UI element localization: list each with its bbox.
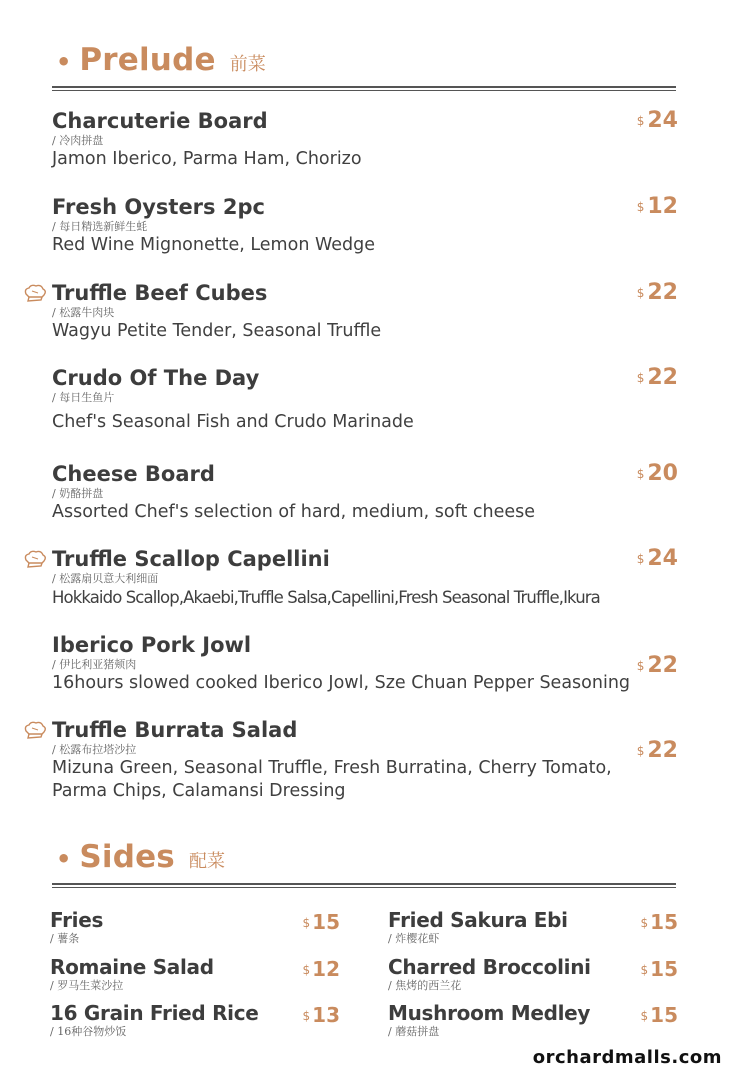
item-name-cn: / 冷肉拼盘 — [52, 134, 104, 147]
item-name: Truffle Beef Cubes — [52, 281, 268, 305]
item-name: Fried Sakura Ebi — [388, 908, 568, 932]
menu-item — [52, 280, 678, 343]
price-value: 15 — [650, 957, 678, 981]
section-title-cn: 前菜 — [229, 54, 266, 75]
item-description: Hokkaido Scallop,Akaebi,Truffle Salsa,Capellini,Fresh Seasonal Truffle,Ikura — [52, 588, 600, 607]
side-item — [388, 1001, 678, 1038]
chef-hat-icon — [22, 550, 48, 570]
item-name: Cheese Board — [52, 462, 215, 486]
currency-symbol: $ — [636, 371, 645, 385]
item-name-cn: / 炸樱花虾 — [388, 932, 440, 945]
item-name-cn: / 罗马生菜沙拉 — [50, 979, 124, 992]
item-name-cn: / 奶酪拼盘 — [52, 487, 104, 500]
menu-item — [52, 461, 678, 524]
bullet: • — [56, 48, 72, 76]
item-name: Fries — [50, 908, 104, 932]
item-name-cn: / 松露牛肉块 — [52, 306, 115, 319]
side-item — [50, 1001, 340, 1038]
item-name-cn: / 松露扇贝意大利细面 — [52, 572, 159, 585]
side-item — [388, 955, 678, 992]
price-value: 22 — [647, 280, 678, 305]
chef-hat-icon — [22, 721, 48, 741]
currency-symbol: $ — [636, 552, 645, 566]
chef-hat-icon — [22, 284, 48, 304]
section-divider — [52, 883, 676, 888]
item-price — [637, 365, 678, 390]
side-item — [50, 908, 340, 945]
bullet: • — [56, 845, 72, 873]
menu-item — [52, 717, 678, 803]
currency-symbol: $ — [302, 963, 311, 977]
item-description: Red Wine Mignonette, Lemon Wedge — [52, 235, 375, 255]
item-name-cn: / 16种谷物炒饭 — [50, 1025, 127, 1038]
price-value: 15 — [312, 910, 340, 934]
prelude-header — [56, 42, 266, 78]
section-title: Sides — [79, 839, 175, 875]
sides-header — [56, 839, 225, 875]
currency-symbol: $ — [636, 114, 645, 128]
currency-symbol: $ — [636, 286, 645, 300]
item-price — [303, 1003, 340, 1027]
price-value: 22 — [647, 365, 678, 390]
item-name: Fresh Oysters 2pc — [52, 195, 265, 219]
item-price — [637, 108, 678, 133]
item-description-line2: Parma Chips, Calamansi Dressing — [52, 781, 346, 801]
price-value: 15 — [650, 910, 678, 934]
menu-item — [52, 632, 678, 695]
item-price — [637, 738, 678, 763]
item-name: Mushroom Medley — [388, 1001, 591, 1025]
item-description: Wagyu Petite Tender, Seasonal Truffle — [52, 321, 382, 341]
menu-item — [52, 546, 678, 609]
currency-symbol: $ — [640, 963, 649, 977]
currency-symbol: $ — [640, 916, 649, 930]
item-name-cn: / 松露布拉塔沙拉 — [52, 743, 137, 756]
currency-symbol: $ — [636, 744, 645, 758]
price-value: 12 — [647, 194, 678, 219]
price-value: 12 — [312, 957, 340, 981]
currency-symbol: $ — [640, 1009, 649, 1023]
side-item — [50, 955, 340, 992]
item-name: Truffle Scallop Capellini — [52, 547, 330, 571]
item-price — [637, 194, 678, 219]
item-price — [641, 910, 678, 934]
item-name-cn: / 蘑菇拼盘 — [388, 1025, 440, 1038]
currency-symbol: $ — [302, 1009, 311, 1023]
item-name: 16 Grain Fried Rice — [50, 1001, 259, 1025]
item-description: Jamon Iberico, Parma Ham, Chorizo — [52, 149, 362, 169]
item-description: Chef's Seasonal Fish and Crudo Marinade — [52, 412, 414, 432]
item-price — [637, 653, 678, 678]
item-description: 16hours slowed cooked Iberico Jowl, Sze Chuan Pepper Seasoning — [52, 673, 631, 693]
item-price — [637, 280, 678, 305]
watermark: orchardmalls.com — [532, 1047, 722, 1068]
item-name: Charred Broccolini — [388, 955, 591, 979]
section-divider — [52, 86, 676, 91]
price-value: 24 — [647, 546, 678, 571]
menu-item — [52, 365, 678, 434]
item-price — [637, 461, 678, 486]
menu-item — [52, 108, 678, 171]
item-name-cn: / 焦烤的西兰花 — [388, 979, 462, 992]
price-value: 13 — [312, 1003, 340, 1027]
item-name: Crudo Of The Day — [52, 366, 260, 390]
item-description: Mizuna Green, Seasonal Truffle, Fresh Burratina, Cherry Tomato, — [52, 758, 612, 778]
price-value: 22 — [647, 738, 678, 763]
price-value: 20 — [647, 461, 678, 486]
currency-symbol: $ — [636, 200, 645, 214]
item-name-cn: / 伊比利亚猪颊肉 — [52, 658, 137, 671]
currency-symbol: $ — [636, 659, 645, 673]
side-item — [388, 908, 678, 945]
price-value: 24 — [647, 108, 678, 133]
item-name: Charcuterie Board — [52, 109, 268, 133]
menu-item — [52, 194, 678, 257]
item-price — [637, 546, 678, 571]
price-value: 22 — [647, 653, 678, 678]
currency-symbol: $ — [636, 467, 645, 481]
item-price — [303, 910, 340, 934]
section-title: Prelude — [79, 42, 216, 78]
item-price — [303, 957, 340, 981]
price-value: 15 — [650, 1003, 678, 1027]
item-name: Romaine Salad — [50, 955, 214, 979]
item-name: Truffle Burrata Salad — [52, 718, 298, 742]
item-name-cn: / 薯条 — [50, 932, 80, 945]
section-title-cn: 配菜 — [188, 851, 225, 872]
item-description: Assorted Chef's selection of hard, medium, soft cheese — [52, 502, 536, 522]
currency-symbol: $ — [302, 916, 311, 930]
item-name: Iberico Pork Jowl — [52, 633, 252, 657]
item-price — [641, 1003, 678, 1027]
item-price — [641, 957, 678, 981]
item-name-cn: / 每日生鱼片 — [52, 391, 115, 404]
item-name-cn: / 每日精选新鲜生蚝 — [52, 220, 148, 233]
